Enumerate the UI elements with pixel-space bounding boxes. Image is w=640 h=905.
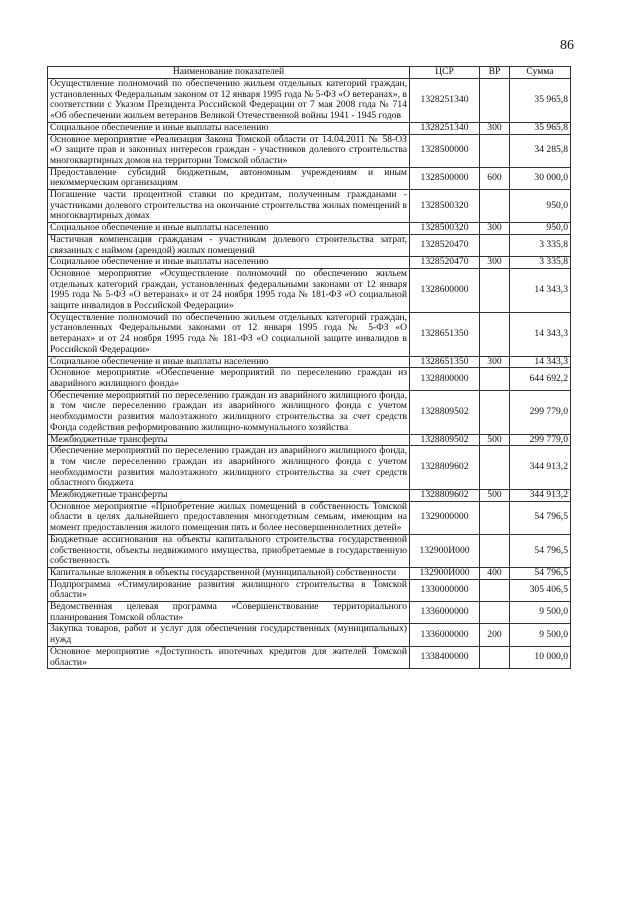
vr-cell	[480, 190, 510, 223]
table-row	[48, 223, 571, 235]
csr-cell: 1328809502	[410, 390, 480, 434]
vr-cell	[480, 602, 510, 624]
table-row	[48, 434, 571, 446]
sum-cell: 14 343,3	[510, 356, 571, 368]
sum-cell: 35 965,8	[510, 79, 571, 123]
csr-cell: 132900И000	[410, 534, 480, 567]
budget-table	[47, 66, 571, 669]
sum-cell: 644 692,2	[510, 368, 571, 390]
csr-cell: 1328251340	[410, 79, 480, 123]
sum-cell: 54 796,5	[510, 534, 571, 567]
name-cell: Обеспечение мероприятий по переселению граждан из аварийного жилищного фонда, в том числе переселению граждан из аварийного жилищного фонда с учетом необходимости развития малоэтажного жилищного строительства за счет средств областного бюджета	[48, 446, 410, 490]
vr-cell: 600	[480, 167, 510, 189]
name-cell: Основное мероприятие «Доступность ипотечных кредитов для жителей Томской области»	[48, 646, 410, 668]
table-header-row	[48, 67, 571, 79]
vr-cell	[480, 579, 510, 601]
table-row	[48, 167, 571, 189]
table-row	[48, 257, 571, 269]
sum-cell: 54 796,5	[510, 501, 571, 534]
name-cell: Частичная компенсация гражданам - участникам долевого строительства затрат, связанных с наймом (арендой) жилых помещений	[48, 234, 410, 256]
table-row	[48, 567, 571, 579]
table-row	[48, 624, 571, 646]
sum-cell: 54 796,5	[510, 567, 571, 579]
vr-cell	[480, 268, 510, 312]
table-row	[48, 268, 571, 312]
table-row	[48, 579, 571, 601]
csr-cell: 1338400000	[410, 646, 480, 668]
name-cell: Основное мероприятие «Реализация Закона Томской области от 14.04.2011 № 58-ОЗ «О защите прав и законных интересов граждан - участников долевого строительства многоквартирных домов на территории Томской области»	[48, 134, 410, 167]
csr-cell: 1328809602	[410, 490, 480, 502]
table-row	[48, 122, 571, 134]
vr-cell	[480, 446, 510, 490]
table-row	[48, 501, 571, 534]
vr-cell	[480, 501, 510, 534]
csr-cell: 1328251340	[410, 122, 480, 134]
header-vr: ВР	[480, 67, 510, 79]
csr-cell: 1328600000	[410, 268, 480, 312]
sum-cell: 9 500,0	[510, 624, 571, 646]
name-cell: Ведомственная целевая программа «Совершенствование территориального планирования Томской области»	[48, 602, 410, 624]
csr-cell: 1328651350	[410, 356, 480, 368]
table-row	[48, 490, 571, 502]
name-cell: Обеспечение мероприятий по переселению граждан из аварийного жилищного фонда, в том числе переселению граждан из аварийного жилищного фонда с учетом необходимости развития малоэтажного жилищного строительства за счет средств Фонда содействия реформированию жилищно-коммунального хозяйства	[48, 390, 410, 434]
name-cell: Капитальные вложения в объекты государственной (муниципальной) собственности	[48, 567, 410, 579]
sum-cell: 14 343,3	[510, 268, 571, 312]
csr-cell: 1328651350	[410, 312, 480, 356]
csr-cell: 1328520470	[410, 234, 480, 256]
vr-cell	[480, 312, 510, 356]
csr-cell: 1328520470	[410, 257, 480, 269]
sum-cell: 10 000,0	[510, 646, 571, 668]
table-row	[48, 312, 571, 356]
name-cell: Осуществление полномочий по обеспечению жильем отдельных категорий граждан, установленных Федеральными законами от 12 января 1995 года № 5-ФЗ «О ветеранах» и от 24 ноября 1995 года № 181-ФЗ «О социальной защите инвалидов в Российской Федерации»	[48, 312, 410, 356]
name-cell: Социальное обеспечение и иные выплаты населению	[48, 223, 410, 235]
vr-cell	[480, 368, 510, 390]
header-csr: ЦСР	[410, 67, 480, 79]
vr-cell: 300	[480, 223, 510, 235]
vr-cell	[480, 646, 510, 668]
name-cell: Межбюджетные трансферты	[48, 490, 410, 502]
sum-cell: 299 779,0	[510, 390, 571, 434]
vr-cell: 300	[480, 122, 510, 134]
vr-cell: 200	[480, 624, 510, 646]
table-body	[48, 79, 571, 669]
vr-cell	[480, 534, 510, 567]
name-cell: Социальное обеспечение и иные выплаты населению	[48, 122, 410, 134]
name-cell: Закупка товаров, работ и услуг для обеспечения государственных (муниципальных) нужд	[48, 624, 410, 646]
sum-cell: 3 335,8	[510, 257, 571, 269]
page-number: 86	[560, 38, 574, 53]
name-cell: Осуществление полномочий по обеспечению жильем отдельных категорий граждан, установленных Федеральным законом от 12 января 1995 года № 5-ФЗ «О ветеранах», в соответствии с Указом Президента Российской Федерации от 7 мая 2008 года № 714 «Об обеспечении жильем ветеранов Великой Отечественной войны 1941 - 1945 годов	[48, 79, 410, 123]
name-cell: Межбюджетные трансферты	[48, 434, 410, 446]
vr-cell: 300	[480, 356, 510, 368]
csr-cell: 1336000000	[410, 602, 480, 624]
name-cell: Основное мероприятие «Приобретение жилых помещений в собственность Томской области в целях дальнейшего предоставления многодетным семьям, имеющим на момент предоставления жилого помещения пять и более несовершеннолетних детей»	[48, 501, 410, 534]
table-row	[48, 356, 571, 368]
csr-cell: 1328500000	[410, 167, 480, 189]
vr-cell: 500	[480, 434, 510, 446]
name-cell: Основное мероприятие «Осуществление полномочий по обеспечению жильем отдельных категорий граждан, установленных федеральными законами от 12 января 1995 года № 5-ФЗ «О ветеранах» и от 24 ноября 1995 года № 181-ФЗ «О социальной защите инвалидов в Российской Федерации»	[48, 268, 410, 312]
csr-cell: 132900И000	[410, 567, 480, 579]
header-name: Наименование показателей	[48, 67, 410, 79]
sum-cell: 299 779,0	[510, 434, 571, 446]
table-row	[48, 534, 571, 567]
sum-cell: 34 285,8	[510, 134, 571, 167]
table-row	[48, 79, 571, 123]
name-cell: Погашение части процентной ставки по кредитам, полученным гражданами - участниками долевого строительства на окончание строительства жилых помещений в многоквартирных домах	[48, 190, 410, 223]
sum-cell: 344 913,2	[510, 446, 571, 490]
table-row	[48, 368, 571, 390]
sum-cell: 344 913,2	[510, 490, 571, 502]
vr-cell	[480, 234, 510, 256]
table-row	[48, 234, 571, 256]
sum-cell: 30 000,0	[510, 167, 571, 189]
sum-cell: 305 406,5	[510, 579, 571, 601]
vr-cell	[480, 390, 510, 434]
name-cell: Основное мероприятие «Обеспечение мероприятий по переселению граждан из аварийного жилищного фонда»	[48, 368, 410, 390]
csr-cell: 1328809602	[410, 446, 480, 490]
name-cell: Подпрограмма «Стимулирование развития жилищного строительства в Томской области»	[48, 579, 410, 601]
csr-cell: 1328500320	[410, 223, 480, 235]
vr-cell: 500	[480, 490, 510, 502]
sum-cell: 3 335,8	[510, 234, 571, 256]
table-row	[48, 646, 571, 668]
table-row	[48, 390, 571, 434]
table-row	[48, 190, 571, 223]
csr-cell: 1330000000	[410, 579, 480, 601]
name-cell: Социальное обеспечение и иные выплаты населению	[48, 257, 410, 269]
vr-cell: 300	[480, 257, 510, 269]
table-row	[48, 446, 571, 490]
sum-cell: 14 343,3	[510, 312, 571, 356]
vr-cell	[480, 79, 510, 123]
table-row	[48, 134, 571, 167]
vr-cell: 400	[480, 567, 510, 579]
sum-cell: 950,0	[510, 223, 571, 235]
csr-cell: 1329000000	[410, 501, 480, 534]
header-sum: Сумма	[510, 67, 571, 79]
csr-cell: 1328500320	[410, 190, 480, 223]
table-row	[48, 602, 571, 624]
csr-cell: 1328500000	[410, 134, 480, 167]
csr-cell: 1336000000	[410, 624, 480, 646]
name-cell: Предоставление субсидий бюджетным, автономным учреждениям и иным некоммерческим организациям	[48, 167, 410, 189]
vr-cell	[480, 134, 510, 167]
name-cell: Бюджетные ассигнования на объекты капитального строительства государственной собственности, объекты недвижимого имущества, приобретаемые в государственную собственность	[48, 534, 410, 567]
sum-cell: 950,0	[510, 190, 571, 223]
sum-cell: 9 500,0	[510, 602, 571, 624]
sum-cell: 35 965,8	[510, 122, 571, 134]
csr-cell: 1328809502	[410, 434, 480, 446]
name-cell: Социальное обеспечение и иные выплаты населению	[48, 356, 410, 368]
csr-cell: 1328800000	[410, 368, 480, 390]
